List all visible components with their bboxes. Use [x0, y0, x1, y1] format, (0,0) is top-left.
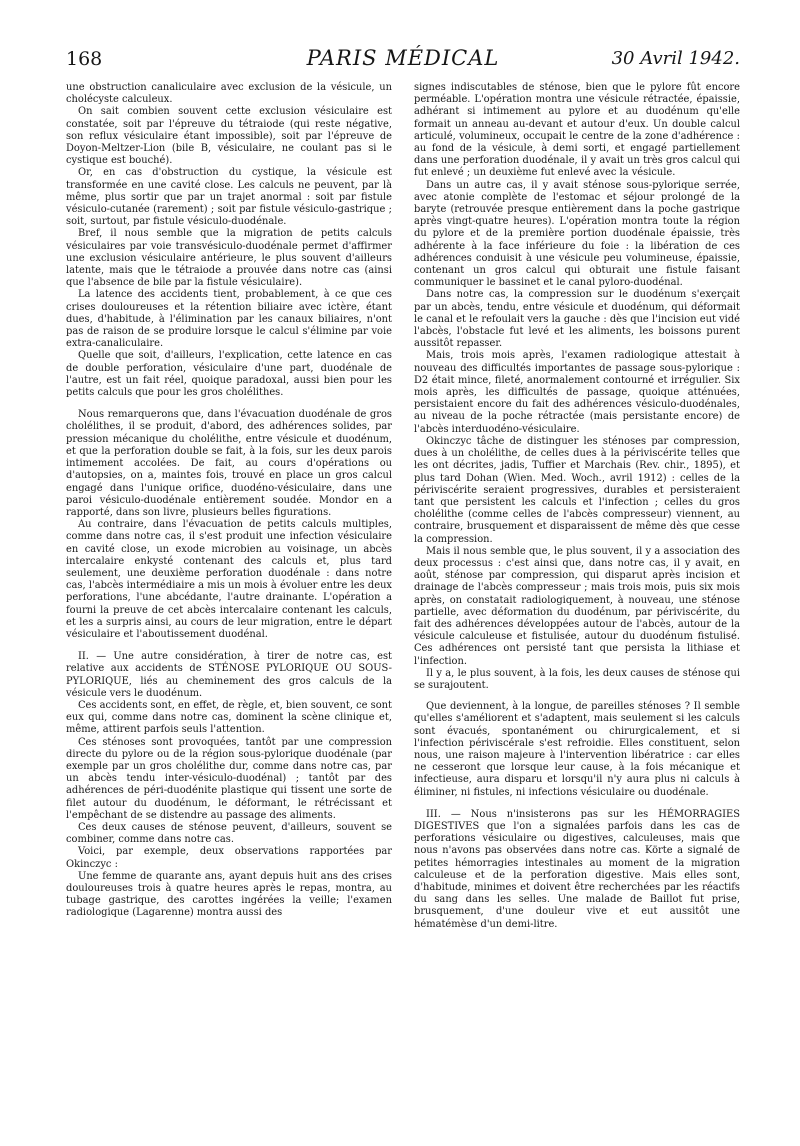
- paragraph: La latence des accidents tient, probablement, à ce que ces crises douloureuses et la rétention biliaire avec ictère, étant dues, d'habitude, à l'élimination par les canaux biliaires, n'ont pas de raison de se produire lorsque le calcul s'élimine par voie extra-canaliculaire.: [66, 289, 392, 350]
- paragraph: Nous remarquerons que, dans l'évacuation duodénale de gros cholélithes, il se produit, d'abord, des adhérences solides, par pression mécanique du cholélithe, entre vésicule et duodénum, et que la perforation double se fait, à la fois, sur les deux parois intimement accolées. De fait, au cours d'opérations ou d'autopsies, on a, maintes fois, trouvé en place un gros calcul engagé dans l'unique orifice, duodéno-vésiculaire, dans une paroi vésiculo-duodénale entièrement soudée. Mondor en a rapporté, dans son livre, plusieurs belles figurations.: [66, 409, 392, 518]
- journal-title: PARIS MÉDICAL: [306, 46, 500, 70]
- right-column: [414, 82, 740, 931]
- page-number: 168: [66, 48, 103, 70]
- paragraph: Mais, trois mois après, l'examen radiologique attestait à nouveau des difficultés importantes de passage sous-pylorique : D2 était mince, fileté, anormalement contourné et irrégulier. Six mois après, les difficultés de passage, quoique atténuées, persistaient encore du fait des adhérences vésiculo-duodénales, au niveau de la poche rétractée (mais persistante encore) de l'abcès interduodéno-vésiculaire.: [414, 350, 740, 435]
- section-heading-paragraph: II. — Une autre considération, à tirer de notre cas, est relative aux accidents de STÉNOSE PYLORIQUE OU SOUS-PYLORIQUE, liés au cheminement des gros calculs de la vésicule vers le duodénum.: [66, 651, 392, 699]
- paragraph: une obstruction canaliculaire avec exclusion de la vésicule, un cholécyste calculeux.: [66, 82, 392, 106]
- paragraph: Mais il nous semble que, le plus souvent, il y a association des deux processus : c'est ainsi que, dans notre cas, il y avait, en août, sténose par compression, qui disparut après incision et drainage de l'abcès compresseur ; mais trois mois, puis six mois après, on constatait radiologiquement, à nouveau, une sténose partielle, avec déformation du duodénum, par périviscérite, du fait des adhérences développées autour de l'abcès, autour de la vésicule calculeuse et fistulisée, autour du duodénum fistulisé. Ces adhérences ont persisté tant que persista la lithiase et l'infection.: [414, 545, 740, 667]
- paragraph: Okinczyc tâche de distinguer les sténoses par compression, dues à un cholélithe, de celles dues à la périviscérite telles que les ont décrites, jadis, Tuffier et Marchais (Rev. chir., 1895), et plus tard Dohan (Wien. Med. Woch., avril 1912) : celles de la périviscérite seraient progressives, durables et persisteraient tant que persistent les calculs et l'infection ; celles du gros cholélithe (comme celles de l'abcès compresseur) viennent, au contraire, brusquement et disparaissent de même dès que cesse la compression.: [414, 435, 740, 545]
- paragraph: Or, en cas d'obstruction du cystique, la vésicule est transformée en une cavité close. Les calculs ne peuvent, par là même, plus sortir que par un trajet anormal : soit par fistule vésiculo-cutanée (rarement) ; soit par fistule vésiculo-gastrique ; soit, surtout, par fistule vésiculo-duodénale.: [66, 167, 392, 228]
- paragraph: Ces deux causes de sténose peuvent, d'ailleurs, souvent se combiner, comme dans notre cas.: [66, 821, 392, 846]
- paragraph: Dans un autre cas, il y avait sténose sous-pylorique serrée, avec atonie complète de l'estomac et séjour prolongé de la baryte (retrouvée presque entièrement dans la poche gastrique après vingt-quatre heures). L'opération montra toute la région du pylore et de la première portion duodénale épaissie, très adhérente à la face inférieure du foie : la libération de ces adhérences conduisit à une vésicule peu volumineuse, épaissie, contenant un gros calcul qui obturait une fistule faisant communiquer le bassinet et le canal pyloro-duodénal.: [414, 179, 740, 289]
- paragraph: signes indiscutables de sténose, bien que le pylore fût encore perméable. L'opération montra une vésicule rétractée, épaissie, adhérant si intimement au pylore et au duodénum qu'elle formait un anneau au-devant et autour d'eux. Un double calcul articulé, volumineux, occupait le centre de la zone d'adhérence : au fond de la vésicule, à demi sorti, et engagé partiellement dans une perforation duodénale, il y avait un très gros calcul qui fut enlevé ; un deuxième fut enlevé avec la vésicule.: [414, 82, 740, 179]
- page-header: [66, 46, 740, 80]
- paragraph: Que deviennent, à la longue, de pareilles sténoses ? Il semble qu'elles s'améliorent et s'adaptent, mais seulement si les calculs sont évacués, spontanément ou chirurgicalement, et si l'infection périviscérale s'est refroidie. Elles constituent, selon nous, une raison majeure à l'intervention libératrice : car elles ne cesseront que lorsque leur cause, à la fois mécanique et infectieuse, aura disparu et lorsqu'il n'y aura plus ni calculs à éliminer, ni fistules, ni infections vésiculaire ou duodénale.: [414, 701, 740, 798]
- section-heading-paragraph: III. — Nous n'insisterons pas sur les HÉMORRAGIES DIGESTIVES que l'on a signalées parfois dans les cas de perforations vésiculaire ou digestives, calculeuses, mais que nous n'avons pas observées dans notre cas. Körte a signalé de petites hémorragies intestinales au moment de la migration calculeuse et de la perforation digestive. Mais elles sont, d'habitude, minimes et doivent être recherchées par les réactifs du sang dans les selles. Une malade de Baillot fut prise, brusquement, d'une douleur vive et eut aussitôt une hématémèse d'un demi-litre.: [414, 808, 740, 930]
- paragraph: Ces sténoses sont provoquées, tantôt par une compression directe du pylore ou de la région sous-pylorique duodénale (par exemple par un gros cholélithe dur, comme dans notre cas, par un abcès tendu inter-vésiculo-duodénal) ; tantôt par des adhérences de péri-duodénite plastique qui tissent une sorte de filet autour du duodénum, le déformant, le rétrécissant et l'empêchant de se distendre au passage des aliments.: [66, 736, 392, 821]
- paragraph: On sait combien souvent cette exclusion vésiculaire est constatée, soit par l'épreuve du tétraiode (qui reste négative, son reflux vésiculaire étant impossible), soit par l'épreuve de Doyon-Meltzer-Lion (bile B, vésiculaire, ne coulant pas si le cystique est bouché).: [66, 106, 392, 167]
- paragraph: Il y a, le plus souvent, à la fois, les deux causes de sténose qui se surajoutent.: [414, 667, 740, 691]
- paragraph: Voici, par exemple, deux observations rapportées par Okinczyc :: [66, 846, 392, 870]
- paragraph: Dans notre cas, la compression sur le duodénum s'exerçait par un abcès, tendu, entre vésicule et duodénum, qui déformait le canal et le refoulait vers la gauche : dès que l'incision eut vidé l'abcès, l'obstacle fut levé et les aliments, les boissons purent aussitôt repasser.: [414, 289, 740, 350]
- paragraph: Quelle que soit, d'ailleurs, l'explication, cette latence en cas de double perforation, vésiculaire d'une part, duodénale de l'autre, est un fait réel, quoique paradoxal, aussi bien pour les petits calculs que pour les gros cholélithes.: [66, 350, 392, 399]
- paragraph: Au contraire, dans l'évacuation de petits calculs multiples, comme dans notre cas, il s'est produit une infection vésiculaire en cavité close, un exode microbien au voisinage, un abcès intercalaire enkysté contenant des calculs et, plus tard seulement, une deuxième perforation duodénale : dans notre cas, l'abcès intermédiaire a mis un mois à évoluer entre les deux perforations, l'une abcédante, l'autre drainante. L'opération a fourni la preuve de cet abcès intercalaire contenant les calculs, et les a surpris ainsi, au cours de leur migration, entre le départ vésiculaire et l'aboutissement duodénal.: [66, 519, 392, 640]
- left-column: [66, 82, 392, 920]
- paragraph: Bref, il nous semble que la migration de petits calculs vésiculaires par voie transvésiculo-duodénale permet d'affirmer une exclusion vésiculaire antérieure, le plus souvent d'ailleurs latente, mais que le tétraiode a prouvée dans notre cas (ainsi que l'absence de bile par la fistule vésiculaire).: [66, 228, 392, 289]
- issue-date: 30 Avril 1942.: [611, 48, 740, 69]
- paragraph: Ces accidents sont, en effet, de règle, et, bien souvent, ce sont eux qui, comme dans notre cas, dominent la scène clinique et, même, attirent parfois seuls l'attention.: [66, 699, 392, 736]
- paragraph: Une femme de quarante ans, ayant depuis huit ans des crises douloureuses trois à quatre heures après le repas, montra, au tubage gastrique, des carottes ingérées la veille; l'examen radiologique (Lagarenne) montra aussi des: [66, 870, 392, 919]
